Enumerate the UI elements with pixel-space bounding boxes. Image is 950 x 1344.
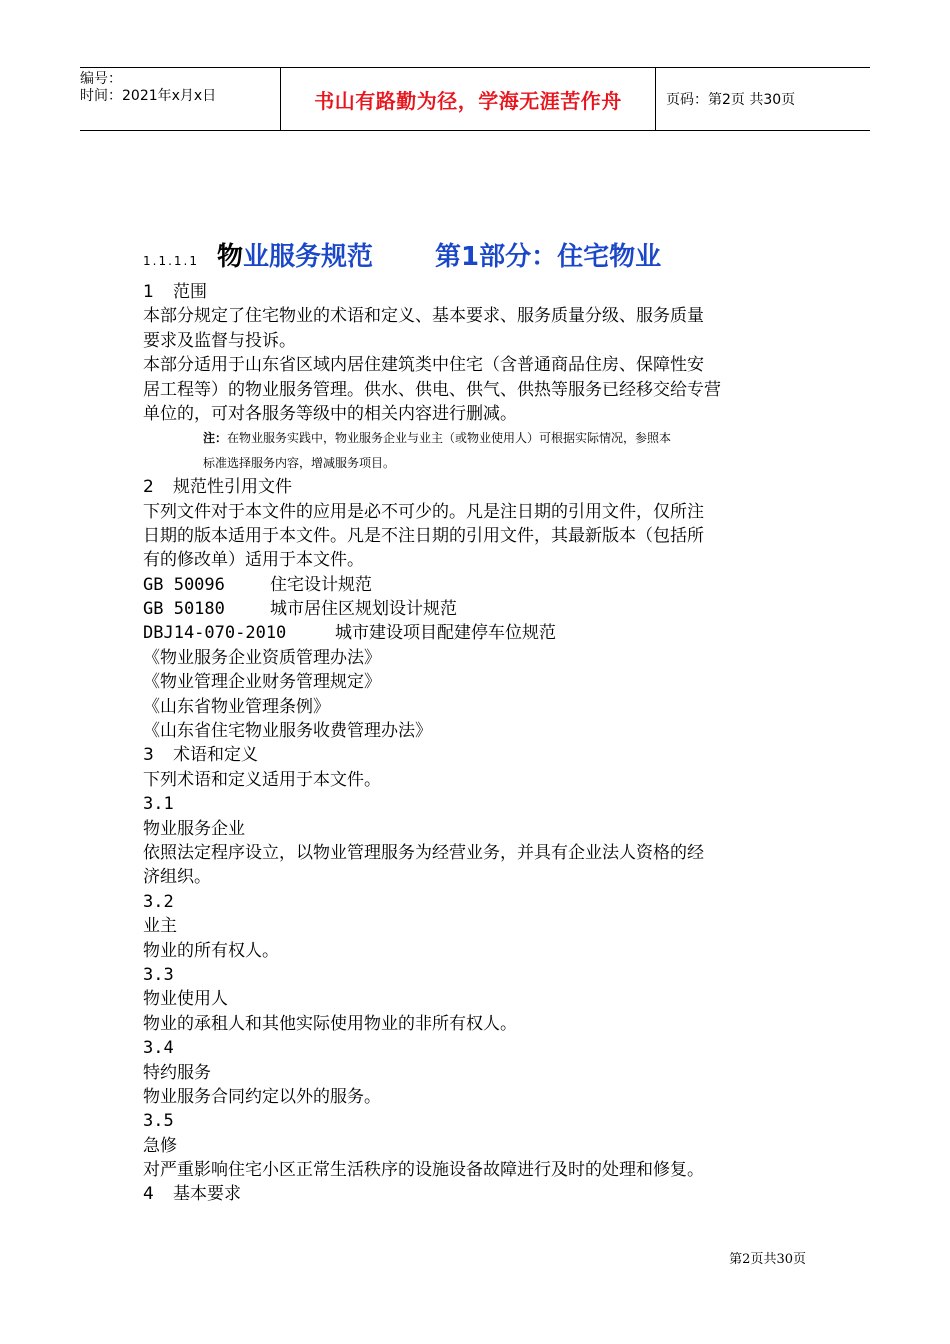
page-header	[80, 67, 870, 131]
reference-item: 《山东省物业管理条例》	[143, 696, 330, 717]
document-body	[143, 280, 813, 1207]
title-part: 第1部分：住宅物业	[435, 242, 662, 272]
note-line: 标准选择服务内容，增减服务项目。	[203, 455, 396, 470]
term-definition: 物业的所有权人。	[143, 940, 279, 961]
section-heading: 2 规范性引用文件	[143, 477, 292, 498]
code-label: 编号：	[80, 71, 122, 87]
term-number: 3.5	[143, 1111, 174, 1132]
header-left	[80, 68, 280, 130]
reference-item: GB 50096 住宅设计规范	[143, 574, 372, 595]
term-definition: 依照法定程序设立，以物业管理服务为经营业务，并具有企业法人资格的经	[143, 842, 704, 863]
term-definition: 对严重影响住宅小区正常生活秩序的设施设备故障进行及时的处理和修复。	[143, 1160, 704, 1181]
term-number: 3.3	[143, 964, 174, 985]
header-page-info: 页码：第2页 共30页	[666, 92, 796, 108]
term-definition: 济组织。	[143, 867, 211, 888]
title-number: 1.1.1.1	[143, 254, 199, 268]
page-footer: 第2页共30页	[729, 1252, 806, 1267]
reference-item: 《物业管理企业财务管理规定》	[143, 672, 381, 693]
paragraph-line: 有的修改单）适用于本文件。	[143, 550, 364, 571]
term-number: 3.1	[143, 794, 174, 815]
term-name: 特约服务	[143, 1062, 211, 1083]
note-line: 注：在物业服务实践中，物业服务企业与业主（或物业使用人）可根据实际情况，参照本	[203, 431, 672, 446]
paragraph-line: 本部分规定了住宅物业的术语和定义、基本要求、服务质量分级、服务质量	[143, 306, 704, 327]
term-number: 3.4	[143, 1038, 174, 1059]
reference-item: GB 50180 城市居住区规划设计规范	[143, 599, 457, 620]
title-main	[217, 236, 373, 273]
term-definition: 物业服务合同约定以外的服务。	[143, 1086, 381, 1107]
term-name: 物业服务企业	[143, 818, 245, 839]
section-heading: 4 基本要求	[143, 1184, 241, 1205]
paragraph-line: 要求及监督与投诉。	[143, 330, 296, 351]
term-name: 急修	[143, 1135, 177, 1156]
header-motto: 书山有路勤为径，学海无涯苦作舟	[280, 68, 656, 130]
reference-item: DBJ14-070-2010 城市建设项目配建停车位规范	[143, 623, 556, 644]
paragraph-line: 居工程等）的物业服务管理。供水、供电、供气、供热等服务已经移交给专营	[143, 379, 721, 400]
section-heading: 1 范围	[143, 282, 207, 302]
term-definition: 物业的承租人和其他实际使用物业的非所有权人。	[143, 1013, 517, 1034]
time-label: 时间：2021年x月x日	[80, 88, 217, 104]
document-title	[143, 236, 661, 276]
term-number: 3.2	[143, 891, 174, 912]
reference-item: 《山东省住宅物业服务收费管理办法》	[143, 721, 432, 742]
paragraph-line: 日期的版本适用于本文件。凡是不注日期的引用文件，其最新版本（包括所	[143, 525, 704, 546]
section-heading: 3 术语和定义	[143, 745, 258, 766]
title-prefix: 物	[216, 242, 243, 272]
paragraph-line: 单位的，可对各服务等级中的相关内容进行删减。	[143, 403, 517, 424]
paragraph-line: 本部分适用于山东省区域内居住建筑类中住宅（含普通商品住房、保障性安	[143, 355, 704, 376]
title-main-text: 业服务规范	[243, 242, 374, 272]
paragraph-line: 下列术语和定义适用于本文件。	[143, 769, 381, 790]
reference-item: 《物业服务企业资质管理办法》	[143, 647, 381, 668]
term-name: 物业使用人	[143, 989, 228, 1010]
paragraph-line: 下列文件对于本文件的应用是必不可少的。凡是注日期的引用文件，仅所注	[143, 501, 704, 522]
term-name: 业主	[143, 916, 177, 937]
